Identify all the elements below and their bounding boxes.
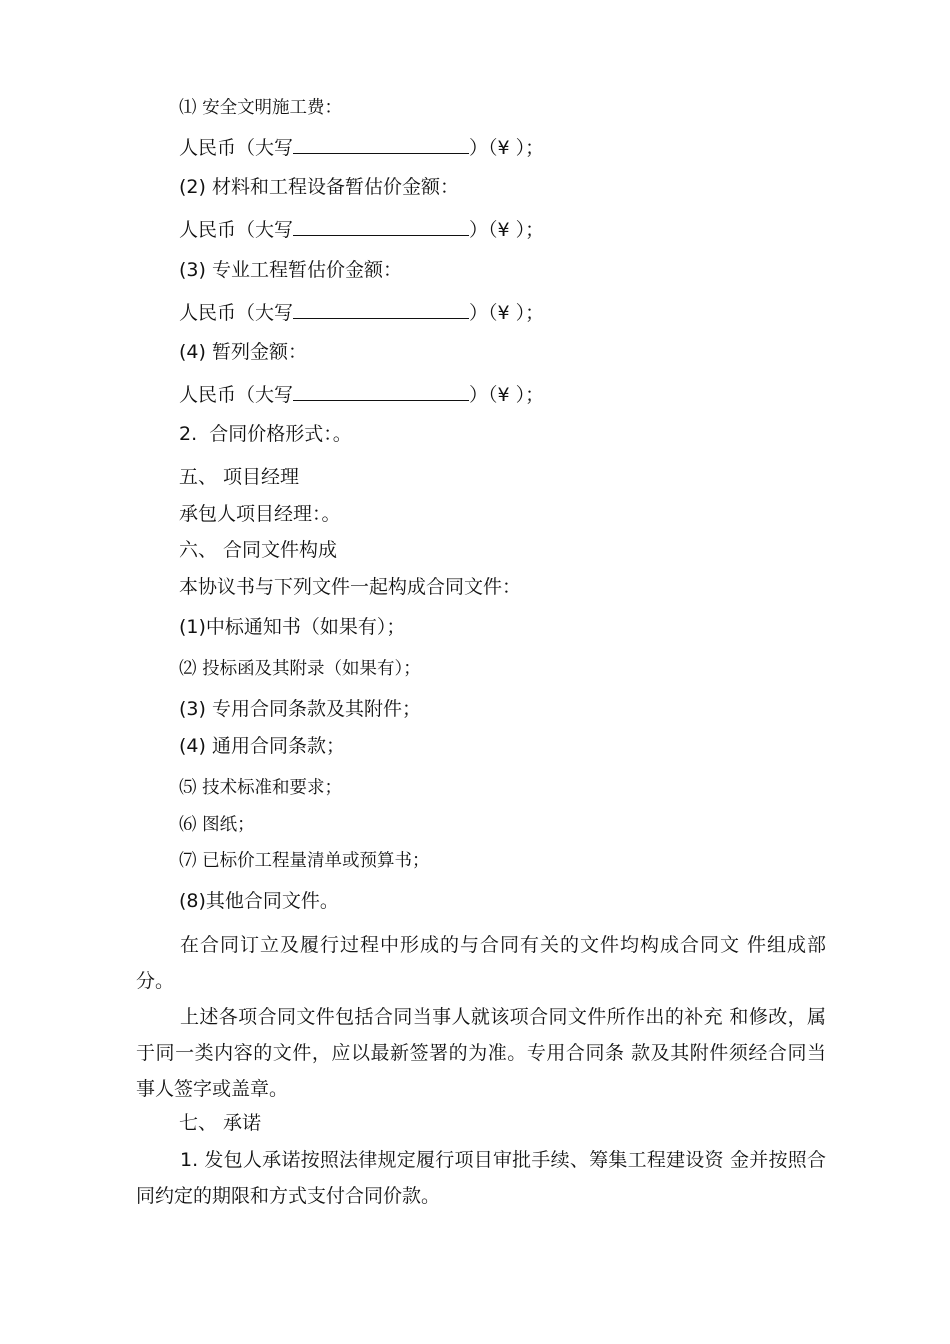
rmb-prefix: 人民币（大写 bbox=[179, 302, 294, 324]
amount-blank bbox=[293, 135, 469, 154]
section-6-paragraph-2: 上述各项合同文件包括合同当事人就该项合同文件所作出的补充 和修改，属于同一类内容的文件，应以最新签署的为准。专用合同条 款及其附件须经合同当事人签字或盖章。 bbox=[136, 1006, 826, 1100]
section-6-intro: 本协议书与下列文件一起构成合同文件： bbox=[179, 576, 522, 598]
item-1-amount-line bbox=[179, 135, 544, 160]
item-4-label: (4) 暂列金额： bbox=[179, 341, 307, 363]
doc-list-item: ⑸ 技术标准和要求； bbox=[179, 778, 343, 798]
project-manager-line: 承包人项目经理：。 bbox=[179, 503, 341, 525]
item-3-amount-line bbox=[179, 300, 544, 325]
item-2-label: (2) 材料和工程设备暂估价金额： bbox=[179, 176, 459, 198]
amount-blank bbox=[293, 382, 469, 401]
item-4-amount-line bbox=[179, 382, 544, 407]
amount-blank bbox=[293, 300, 469, 319]
doc-list-item: ⑵ 投标函及其附录（如果有）； bbox=[179, 659, 421, 679]
section-7-paragraph-1: 1. 发包人承诺按照法律规定履行项目审批手续、筹集工程建设资 金并按照合同约定的期限和方式支付合同价款。 bbox=[136, 1149, 826, 1207]
rmb-suffix: ）（¥ ）； bbox=[469, 384, 545, 406]
rmb-suffix: ）（¥ ）； bbox=[469, 137, 545, 159]
item-2-amount-line bbox=[179, 217, 544, 242]
rmb-prefix: 人民币（大写 bbox=[179, 219, 294, 241]
rmb-prefix: 人民币（大写 bbox=[179, 384, 294, 406]
doc-list-item: ⑹ 图纸； bbox=[179, 815, 255, 835]
item-3-label: (3) 专业工程暂估价金额： bbox=[179, 259, 402, 281]
contract-price-form: 2. 合同价格形式：。 bbox=[179, 423, 352, 445]
rmb-suffix: ）（¥ ）； bbox=[469, 219, 545, 241]
doc-list-item: (1)中标通知书（如果有）； bbox=[179, 616, 406, 638]
amount-blank bbox=[293, 217, 469, 236]
section-6-paragraph-1: 在合同订立及履行过程中形成的与合同有关的文件均构成合同文 件组成部分。 bbox=[136, 934, 826, 992]
item-1-label: ⑴ 安全文明施工费： bbox=[179, 98, 343, 118]
doc-list-item: (8)其他合同文件。 bbox=[179, 890, 339, 912]
doc-list-item: (3) 专用合同条款及其附件； bbox=[179, 698, 421, 720]
rmb-suffix: ）（¥ ）； bbox=[469, 302, 545, 324]
section-6-heading: 六、 合同文件构成 bbox=[179, 539, 338, 561]
section-5-heading: 五、 项目经理 bbox=[179, 466, 300, 488]
doc-list-item: ⑺ 已标价工程量清单或预算书； bbox=[179, 851, 430, 871]
rmb-prefix: 人民币（大写 bbox=[179, 137, 294, 159]
section-7-heading: 七、 承诺 bbox=[179, 1112, 262, 1134]
doc-list-item: (4) 通用合同条款； bbox=[179, 735, 345, 757]
